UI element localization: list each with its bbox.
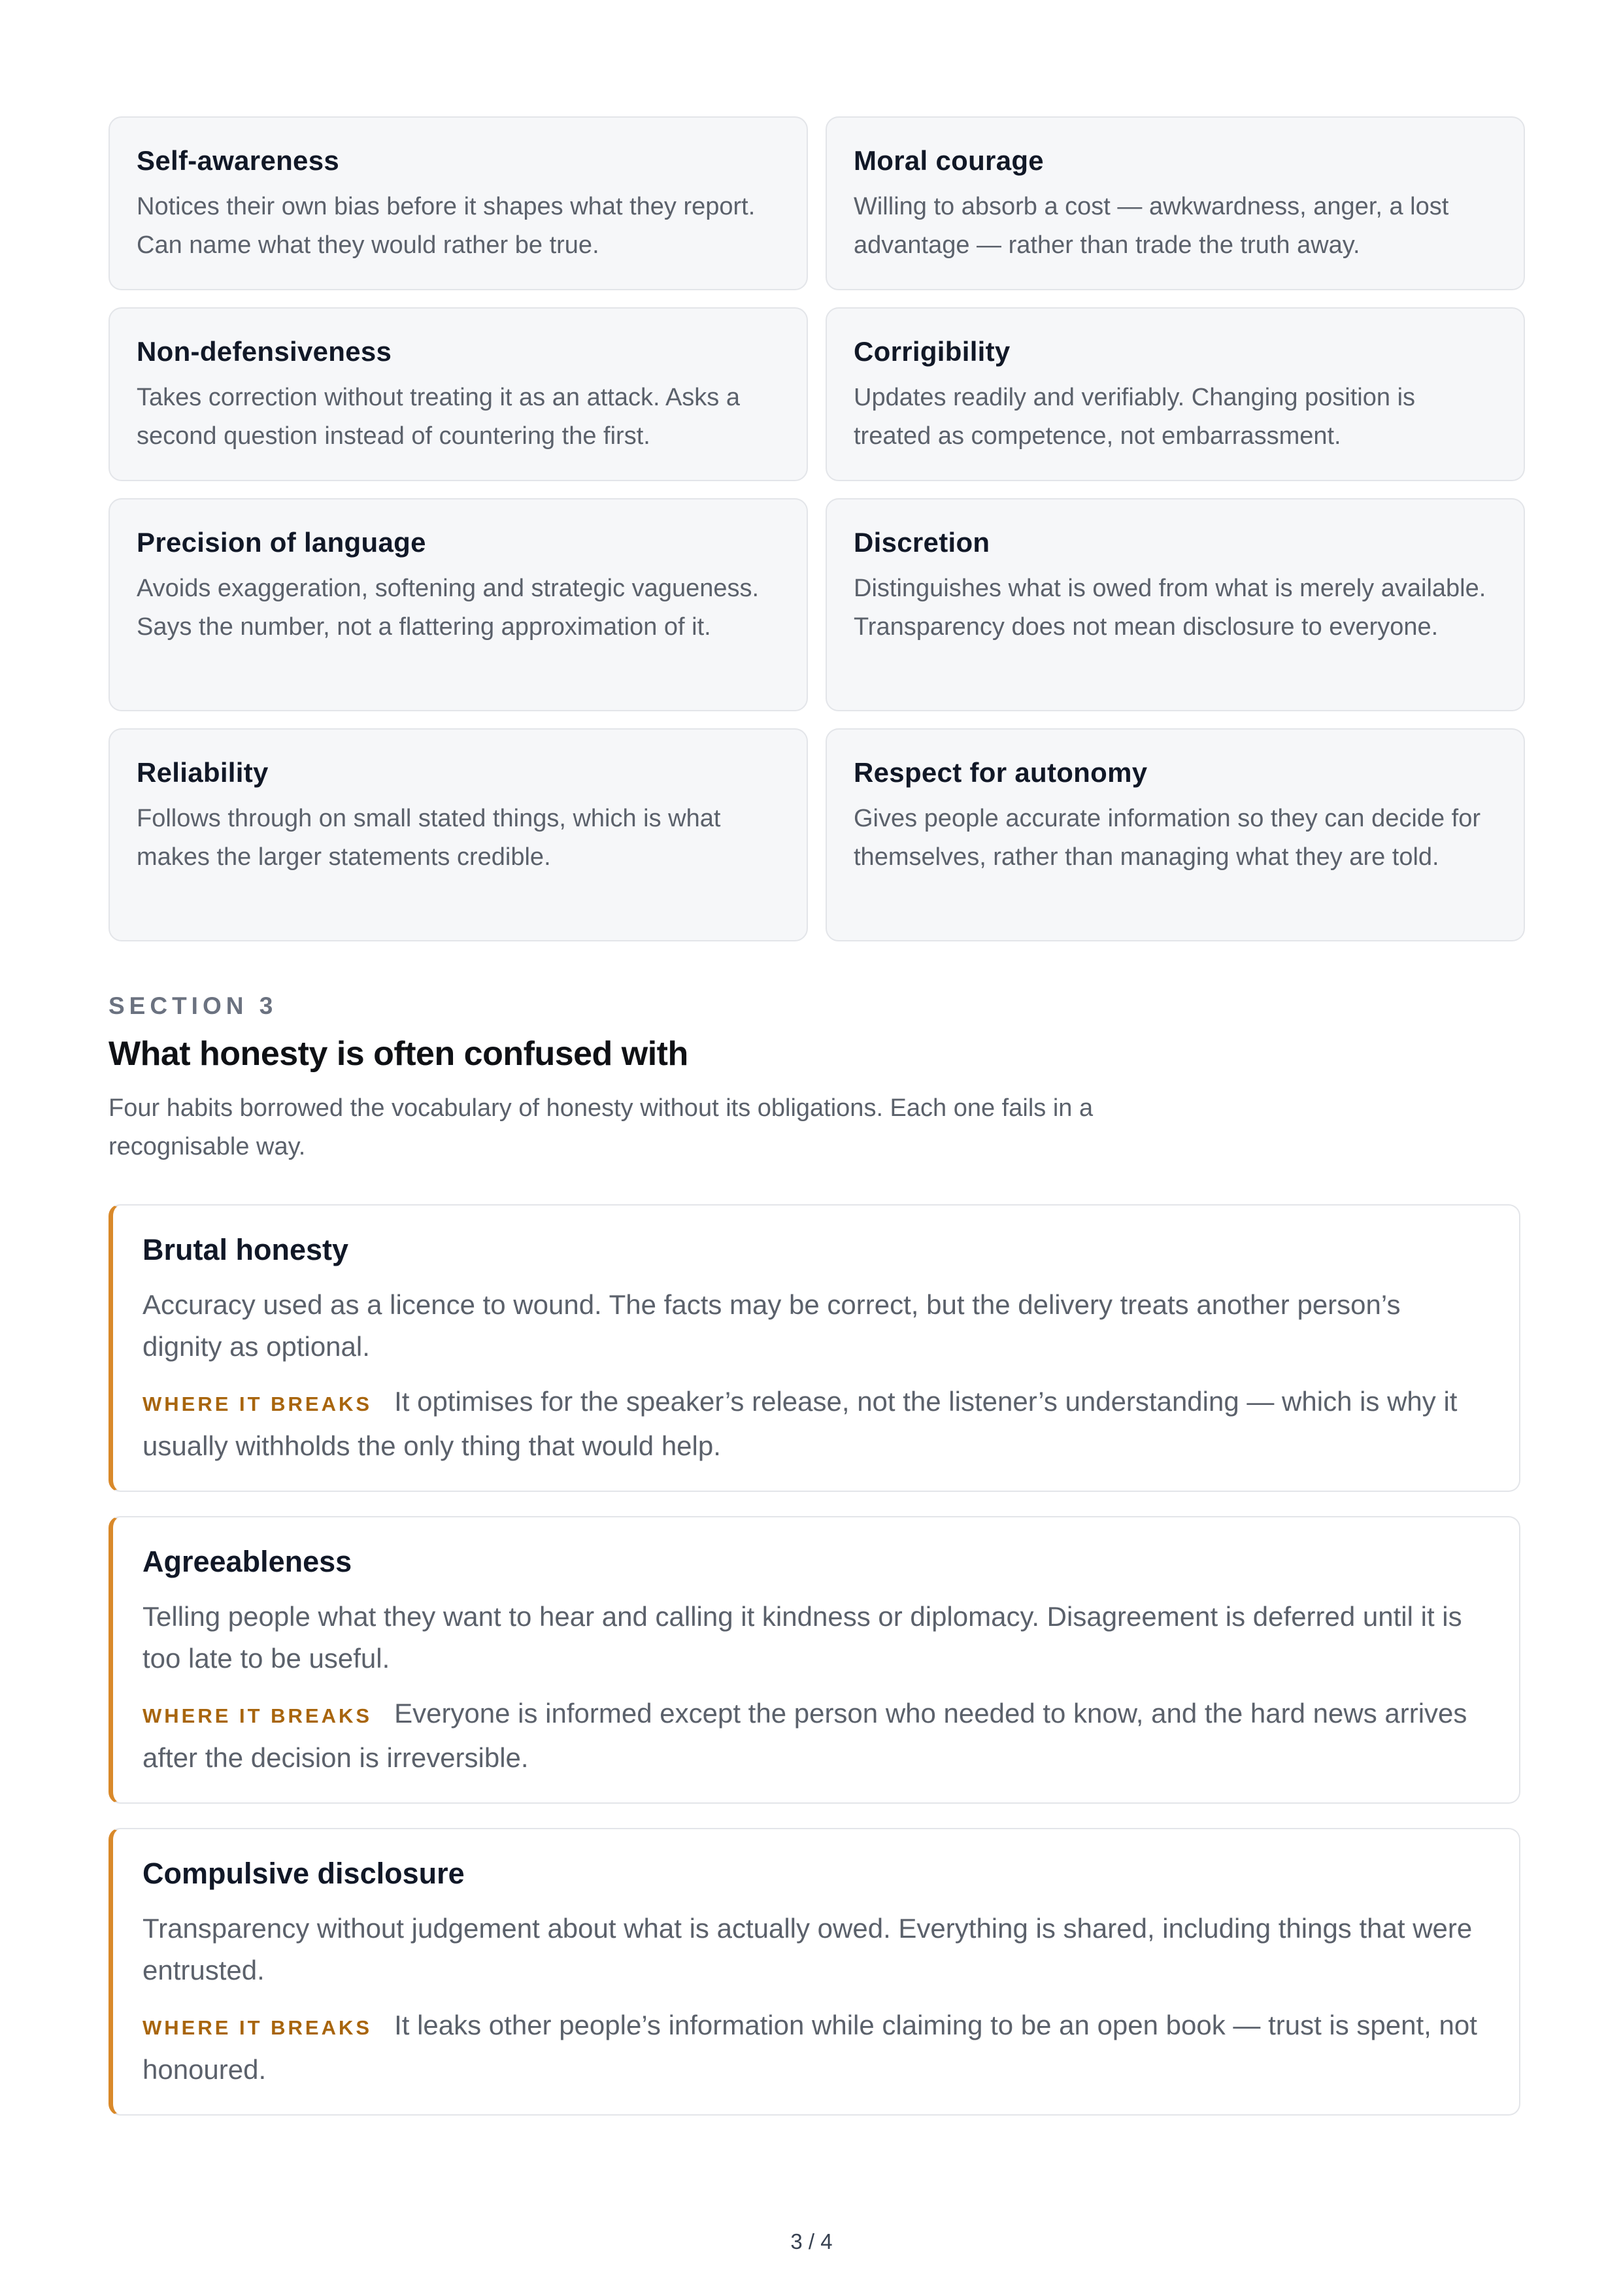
trait-description: Avoids exaggeration, softening and strategic vagueness. Says the number, not a flattering approximation of it. xyxy=(137,575,760,641)
trait-description: Notices their own bias before it shapes what they report. Can name what they would rather be true. xyxy=(137,193,756,260)
where-it-breaks-label: WHERE IT BREAKS xyxy=(142,1393,373,1415)
trait-card-reliability xyxy=(109,728,808,941)
trait-card-discretion xyxy=(826,498,1525,711)
where-it-breaks-label: WHERE IT BREAKS xyxy=(142,1704,373,1727)
trait-grid xyxy=(109,116,1520,941)
confusion-card-agreeableness xyxy=(109,1516,1520,1804)
page-number: 3 / 4 xyxy=(790,2229,833,2254)
where-it-breaks-text: It leaks other people’s information while claiming to be an open book — trust is spent, not honoured. xyxy=(142,2010,1477,2085)
where-it-breaks-text: Everyone is informed except the person who needed to know, and the hard news arrives after the decision is irreversible. xyxy=(142,1698,1467,1773)
trait-title: Non-defensiveness xyxy=(137,336,392,367)
trait-card-moral-courage xyxy=(826,116,1525,290)
where-it-breaks-text: It optimises for the speaker’s release, not the listener’s understanding — which is why it usually withholds the only thing that would help. xyxy=(142,1386,1458,1461)
trait-card-corrigibility xyxy=(826,307,1525,481)
trait-title: Respect for autonomy xyxy=(854,757,1148,788)
where-it-breaks xyxy=(142,1693,1486,1779)
trait-title: Self-awareness xyxy=(137,145,340,176)
trait-card-non-defensiveness xyxy=(109,307,808,481)
trait-title: Discretion xyxy=(854,527,990,558)
section-title: What honesty is often confused with xyxy=(109,1035,688,1073)
trait-title: Reliability xyxy=(137,757,269,788)
trait-description: Distinguishes what is owed from what is merely available. Transparency does not mean disclosure to everyone. xyxy=(854,575,1486,641)
confusion-title: Compulsive disclosure xyxy=(142,1857,465,1890)
confusion-body: Accuracy used as a licence to wound. The facts may be correct, but the delivery treats another person’s dignity as optional. xyxy=(142,1289,1401,1362)
trait-title: Precision of language xyxy=(137,527,426,558)
confusion-title: Brutal honesty xyxy=(142,1233,349,1266)
trait-card-self-awareness xyxy=(109,116,808,290)
confusion-body: Transparency without judgement about what is actually owed. Everything is shared, including things that were entrusted. xyxy=(142,1913,1473,1985)
section-eyebrow: SECTION 3 xyxy=(109,992,278,1019)
confusion-card-brutal-honesty xyxy=(109,1204,1520,1492)
trait-title: Corrigibility xyxy=(854,336,1011,367)
where-it-breaks xyxy=(142,2004,1486,2091)
where-it-breaks-label: WHERE IT BREAKS xyxy=(142,2016,373,2039)
trait-description: Willing to absorb a cost — awkwardness, anger, a lost advantage — rather than trade the truth away. xyxy=(854,193,1449,260)
trait-description: Follows through on small stated things, which is what makes the larger statements credible. xyxy=(137,805,721,871)
confusion-body: Telling people what they want to hear and calling it kindness or diplomacy. Disagreement is deferred until it is too late to be useful. xyxy=(142,1601,1462,1674)
confusion-title: Agreeableness xyxy=(142,1545,352,1578)
trait-description: Updates readily and verifiably. Changing position is treated as competence, not embarrassment. xyxy=(854,384,1416,450)
trait-description: Gives people accurate information so they can decide for themselves, rather than managing what they are told. xyxy=(854,805,1481,871)
confusion-card-compulsive-disclosure xyxy=(109,1828,1520,2116)
confusion-list xyxy=(109,1204,1520,2140)
section-intro: Four habits borrowed the vocabulary of honesty without its obligations. Each one fails in a recognisable way. xyxy=(109,1094,1094,1160)
trait-title: Moral courage xyxy=(854,145,1044,176)
trait-card-respect-for-autonomy xyxy=(826,728,1525,941)
where-it-breaks xyxy=(142,1381,1486,1467)
trait-card-precision-of-language xyxy=(109,498,808,711)
trait-description: Takes correction without treating it as an attack. Asks a second question instead of countering the first. xyxy=(137,384,741,450)
